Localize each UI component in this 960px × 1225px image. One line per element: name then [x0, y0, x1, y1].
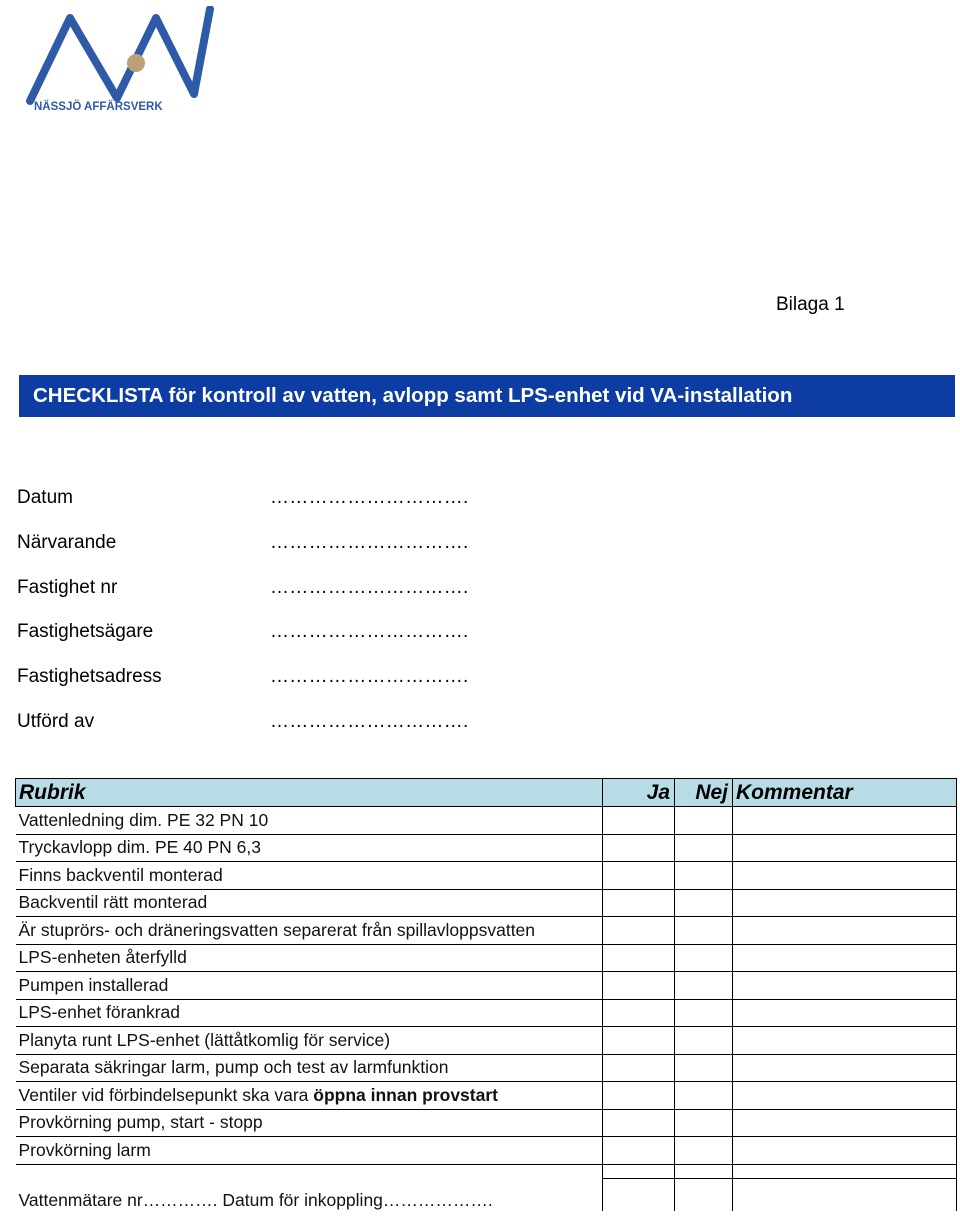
comment-cell[interactable] — [733, 944, 957, 972]
logo-swoosh — [30, 9, 210, 101]
field-fill-line[interactable]: …………………………. — [270, 621, 469, 643]
row-label: Finns backventil monterad — [16, 862, 603, 890]
ja-cell[interactable] — [603, 972, 675, 1000]
ja-cell[interactable] — [603, 807, 675, 835]
checklist-title-banner: CHECKLISTA för kontroll av vatten, avlopp samt LPS-enhet vid VA-installation — [19, 375, 955, 417]
ja-cell[interactable] — [603, 1027, 675, 1055]
attachment-label: Bilaga 1 — [776, 294, 845, 315]
checklist-table — [15, 778, 957, 1211]
logo-company-name: NÄSSJÖ AFFÄRSVERK — [34, 101, 163, 113]
nej-cell[interactable] — [675, 1082, 733, 1110]
comment-cell[interactable] — [733, 1137, 957, 1165]
nej-cell[interactable] — [675, 807, 733, 835]
ja-cell[interactable] — [603, 944, 675, 972]
valves-emphasis: öppna innan provstart — [313, 1084, 498, 1105]
table-spacer-row — [16, 1164, 957, 1178]
row-label: Tryckavlopp dim. PE 40 PN 6,3 — [16, 834, 603, 862]
row-label: Separata säkringar larm, pump och test av larmfunktion — [16, 1054, 603, 1082]
header-rubrik: Rubrik — [16, 779, 603, 807]
row-label: Provkörning larm — [16, 1137, 603, 1165]
header-nej: Nej — [675, 779, 733, 807]
field-label: Fastighet nr — [17, 576, 118, 598]
header-ja: Ja — [603, 779, 675, 807]
nej-cell[interactable] — [675, 862, 733, 890]
comment-cell[interactable] — [733, 1164, 957, 1178]
table-row — [16, 807, 957, 835]
nej-cell[interactable] — [675, 1054, 733, 1082]
field-fill-line[interactable]: …………………………. — [270, 576, 469, 598]
ja-cell[interactable] — [603, 1137, 675, 1165]
nassjo-affarsverk-logo — [22, 6, 214, 114]
ja-cell[interactable] — [603, 917, 675, 945]
table-row — [16, 917, 957, 945]
table-row — [16, 972, 957, 1000]
row-label: Pumpen installerad — [16, 972, 603, 1000]
field-fill-line[interactable]: …………………………. — [270, 710, 469, 732]
table-row — [16, 889, 957, 917]
row-label: Är stuprörs- och dräneringsvatten separerat från spillavloppsvatten — [16, 917, 603, 945]
ja-cell[interactable] — [603, 1164, 675, 1178]
table-row-meter — [16, 1178, 957, 1211]
comment-cell[interactable] — [733, 807, 957, 835]
ja-cell[interactable] — [603, 834, 675, 862]
table-row — [16, 1109, 957, 1137]
comment-cell[interactable] — [733, 1178, 957, 1211]
row-label: Backventil rätt monterad — [16, 889, 603, 917]
comment-cell[interactable] — [733, 862, 957, 890]
table-row — [16, 944, 957, 972]
row-label: Provkörning pump, start - stopp — [16, 1109, 603, 1137]
table-row — [16, 1082, 957, 1110]
row-label: LPS-enhet förankrad — [16, 999, 603, 1027]
comment-cell[interactable] — [733, 1109, 957, 1137]
comment-cell[interactable] — [733, 917, 957, 945]
valves-text: Ventiler vid förbindelsepunkt ska vara — [18, 1084, 314, 1105]
table-row — [16, 999, 957, 1027]
comment-cell[interactable] — [733, 972, 957, 1000]
nej-cell[interactable] — [675, 1027, 733, 1055]
nej-cell[interactable] — [675, 972, 733, 1000]
comment-cell[interactable] — [733, 999, 957, 1027]
nej-cell[interactable] — [675, 889, 733, 917]
logo-dot — [127, 54, 145, 72]
nej-cell[interactable] — [675, 999, 733, 1027]
field-label: Utförd av — [17, 710, 95, 732]
header-kommentar: Kommentar — [733, 779, 957, 807]
field-label: Fastighetsadress — [17, 666, 162, 688]
nej-cell[interactable] — [675, 834, 733, 862]
field-fill-line[interactable]: …………………………. — [270, 531, 469, 553]
table-row — [16, 834, 957, 862]
table-row — [16, 1137, 957, 1165]
field-label: Närvarande — [17, 531, 117, 553]
nej-cell[interactable] — [675, 1137, 733, 1165]
comment-cell[interactable] — [733, 889, 957, 917]
ja-cell[interactable] — [603, 999, 675, 1027]
ja-cell[interactable] — [603, 1109, 675, 1137]
meter-and-connection-date[interactable]: Vattenmätare nr…………. Datum för inkoppling………………. — [16, 1178, 603, 1211]
ja-cell[interactable] — [603, 1178, 675, 1211]
table-row — [16, 1027, 957, 1055]
table-header-row — [16, 779, 957, 807]
table-row — [16, 1054, 957, 1082]
table-row — [16, 862, 957, 890]
comment-cell[interactable] — [733, 1082, 957, 1110]
ja-cell[interactable] — [603, 862, 675, 890]
row-label: Planyta runt LPS-enhet (lättåtkomlig för service) — [16, 1027, 603, 1055]
comment-cell[interactable] — [733, 834, 957, 862]
nej-cell[interactable] — [675, 944, 733, 972]
field-label: Datum — [17, 487, 73, 508]
nej-cell[interactable] — [675, 917, 733, 945]
spacer-cell — [16, 1164, 603, 1178]
nej-cell[interactable] — [675, 1164, 733, 1178]
ja-cell[interactable] — [603, 889, 675, 917]
field-fill-line[interactable]: …………………………. — [270, 487, 469, 508]
nej-cell[interactable] — [675, 1178, 733, 1211]
comment-cell[interactable] — [733, 1027, 957, 1055]
comment-cell[interactable] — [733, 1054, 957, 1082]
row-label: LPS-enheten återfylld — [16, 944, 603, 972]
field-label: Fastighetsägare — [17, 621, 154, 643]
ja-cell[interactable] — [603, 1082, 675, 1110]
row-label: Vattenledning dim. PE 32 PN 10 — [16, 807, 603, 835]
row-label-valves — [16, 1082, 603, 1110]
nej-cell[interactable] — [675, 1109, 733, 1137]
ja-cell[interactable] — [603, 1054, 675, 1082]
field-fill-line[interactable]: …………………………. — [270, 666, 469, 688]
